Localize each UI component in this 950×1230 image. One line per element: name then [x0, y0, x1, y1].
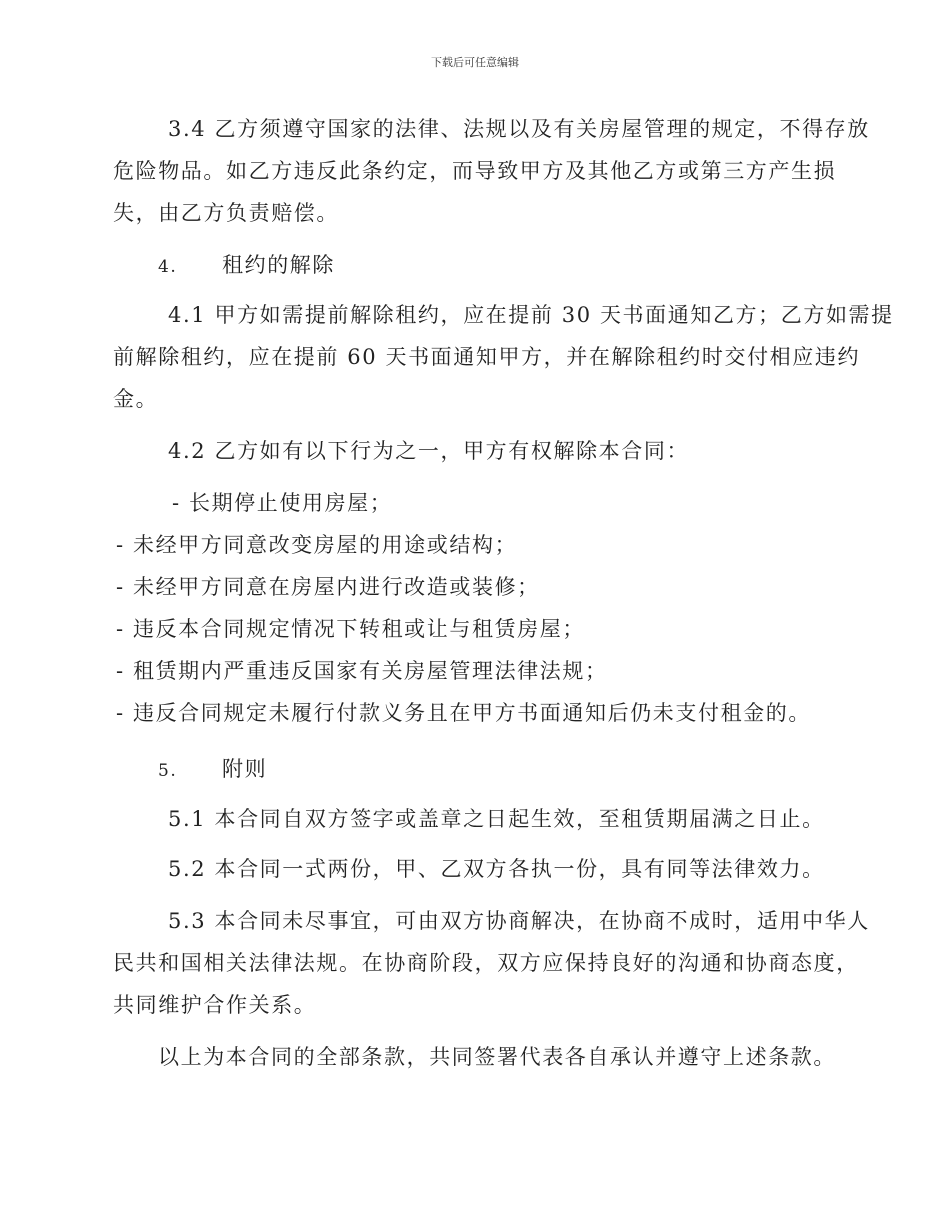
clause-4-1-line-2: 前解除租约，应在提前 60 天书面通知甲方，并在解除租约时交付相应违约: [113, 345, 861, 369]
page-header: 下载后可任意编辑: [431, 56, 519, 69]
clause-4-1-line-1: 4.1 甲方如需提前解除租约，应在提前 30 天书面通知乙方；乙方如需提: [168, 303, 894, 327]
list-item: - 违反本合同规定情况下转租或让与租赁房屋；: [116, 617, 585, 641]
clause-4-1-line-3: 金。: [113, 387, 159, 411]
list-item: - 租赁期内严重违反国家有关房屋管理法律法规；: [116, 659, 608, 683]
clause-5-3-line-3: 共同维护合作关系。: [113, 993, 317, 1017]
clause-5-2: 5.2 本合同一式两份，甲、乙双方各执一份，具有同等法律效力。: [168, 857, 825, 881]
section-4-title: 租约的解除: [222, 253, 335, 277]
list-item: - 违反合同规定未履行付款义务且在甲方书面通知后仍未支付租金的。: [116, 701, 811, 725]
clause-3-4-line-2: 危险物品。如乙方违反此条约定，而导致甲方及其他乙方或第三方产生损: [113, 159, 837, 183]
section-5-heading: [158, 754, 267, 786]
list-item: - 未经甲方同意在房屋内进行改造或装修；: [116, 575, 540, 599]
clause-5-3-line-2: 民共和国相关法律法规。在协商阶段，双方应保持良好的沟通和协商态度，: [113, 951, 859, 975]
section-5-number: 5.: [158, 761, 178, 781]
clause-3-4-line-3: 失，由乙方负责赔偿。: [113, 201, 339, 225]
clause-3-4-line-1: 3.4 乙方须遵守国家的法律、法规以及有关房屋管理的规定，不得存放: [168, 117, 870, 141]
list-item: - 未经甲方同意改变房屋的用途或结构；: [116, 533, 518, 557]
section-4-heading: [158, 250, 335, 282]
clause-4-2-intro: 4.2 乙方如有以下行为之一，甲方有权解除本合同：: [168, 439, 690, 463]
closing-statement: 以上为本合同的全部条款，共同签署代表各自承认并遵守上述条款。: [158, 1045, 836, 1069]
section-5-title: 附则: [222, 757, 268, 781]
list-item: - 长期停止使用房屋；: [172, 491, 393, 515]
section-4-number: 4.: [158, 257, 178, 277]
clause-5-1: 5.1 本合同自双方签字或盖章之日起生效，至租赁期届满之日止。: [168, 807, 825, 831]
clause-5-3-line-1: 5.3 本合同未尽事宜，可由双方协商解决，在协商不成时，适用中华人: [168, 909, 870, 933]
